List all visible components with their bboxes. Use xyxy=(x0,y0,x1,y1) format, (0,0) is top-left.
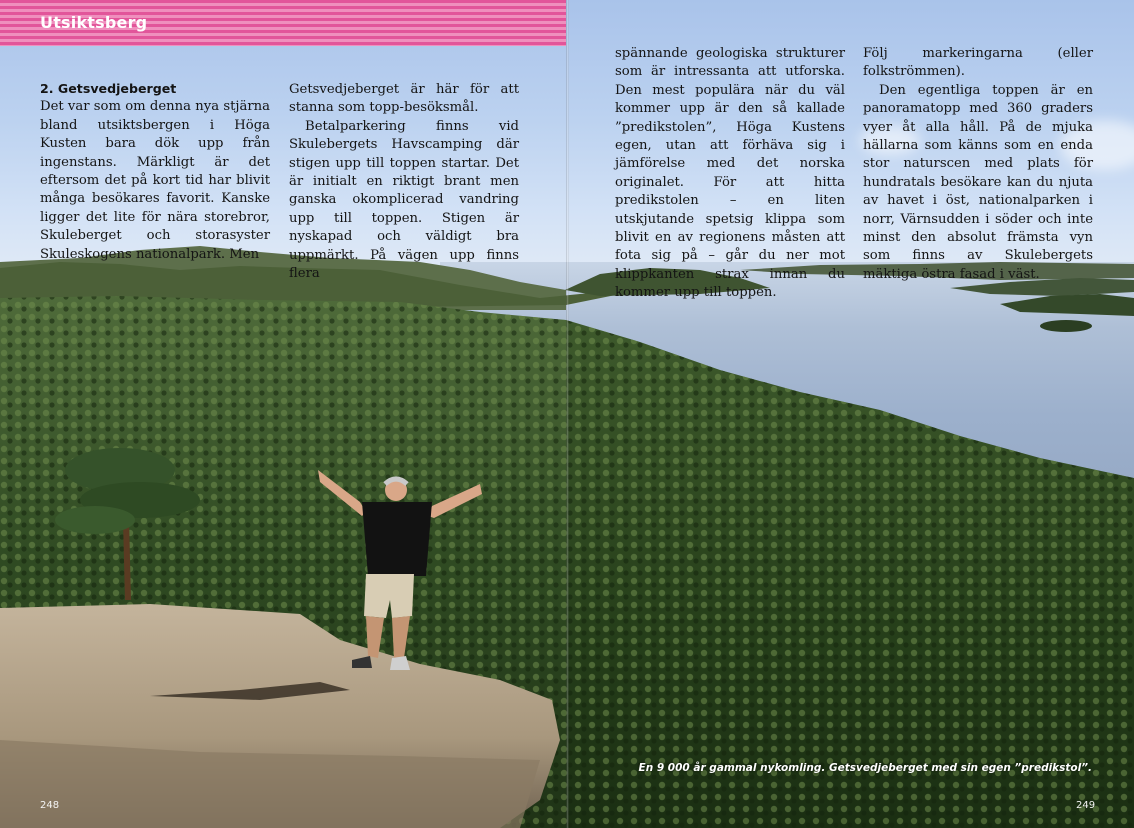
paragraph: spännande geologiska strukturer som är intressanta att utforska. Den mest populära när du väl kommer upp är den så kallade ”predikstolen”, Höga Kustens egen, utan att förhäva sig i jämförelse med det norska originalet. För att hitta predikstolen – en liten utskjutande spetsig klippa som blivit en av regionens måsten att fota sig på – går du ner mot klippkanten strax innan du kommer upp till toppen. xyxy=(615,46,845,301)
paragraph: Det var som om denna nya stjärna bland utsiktsbergen i Höga Kusten bara dök upp från ingenstans. Märkligt är det eftersom det på kort tid har blivit många besökares favorit. Kanske ligger det lite för nära storebror, Skuleberget och storasyster Skuleskogens nationalpark. Men xyxy=(40,99,270,262)
section-title: Utsiktsberg xyxy=(40,13,148,32)
article-heading: 2. Getsvedjeberget xyxy=(40,81,177,96)
page-number-right: 249 xyxy=(1076,800,1096,811)
photo-caption: En 9 000 år gammal nykomling. Getsvedjeberget med sin egen ”predikstol”. xyxy=(638,762,1092,774)
paragraph: Följ markeringarna (eller folkströmmen). xyxy=(863,46,1093,80)
page-number-left: 248 xyxy=(40,800,60,811)
paragraph: Getsvedjeberget är här för att stanna som topp-besöksmål. xyxy=(289,82,519,116)
section-header-bar xyxy=(0,0,566,46)
text-column-2 xyxy=(289,81,519,283)
text-column-3 xyxy=(615,45,845,303)
page-gutter xyxy=(566,0,569,828)
text-column-1 xyxy=(40,80,270,264)
text-column-4 xyxy=(863,45,1093,284)
paragraph: Den egentliga toppen är en panoramatopp med 360 graders vyer åt alla håll. På de mjuka hällarna som känns som en enda stor naturscen med plats för hundratals besökare kan du njuta av havet i öst, nationalparken i norr, Värnsudden i söder och inte minst den absolut främsta vyn som finns av Skulebergets mäktiga östra fasad i väst. xyxy=(863,82,1093,282)
paragraph: Betalparkering finns vid Skulebergets Havscamping där stigen upp till toppen startar. Det är initialt en riktigt brant men ganska okomplicerad vandring upp till toppen. Stigen är nyskapad och väldigt bra uppmärkt. På vägen upp finns flera xyxy=(289,118,519,282)
